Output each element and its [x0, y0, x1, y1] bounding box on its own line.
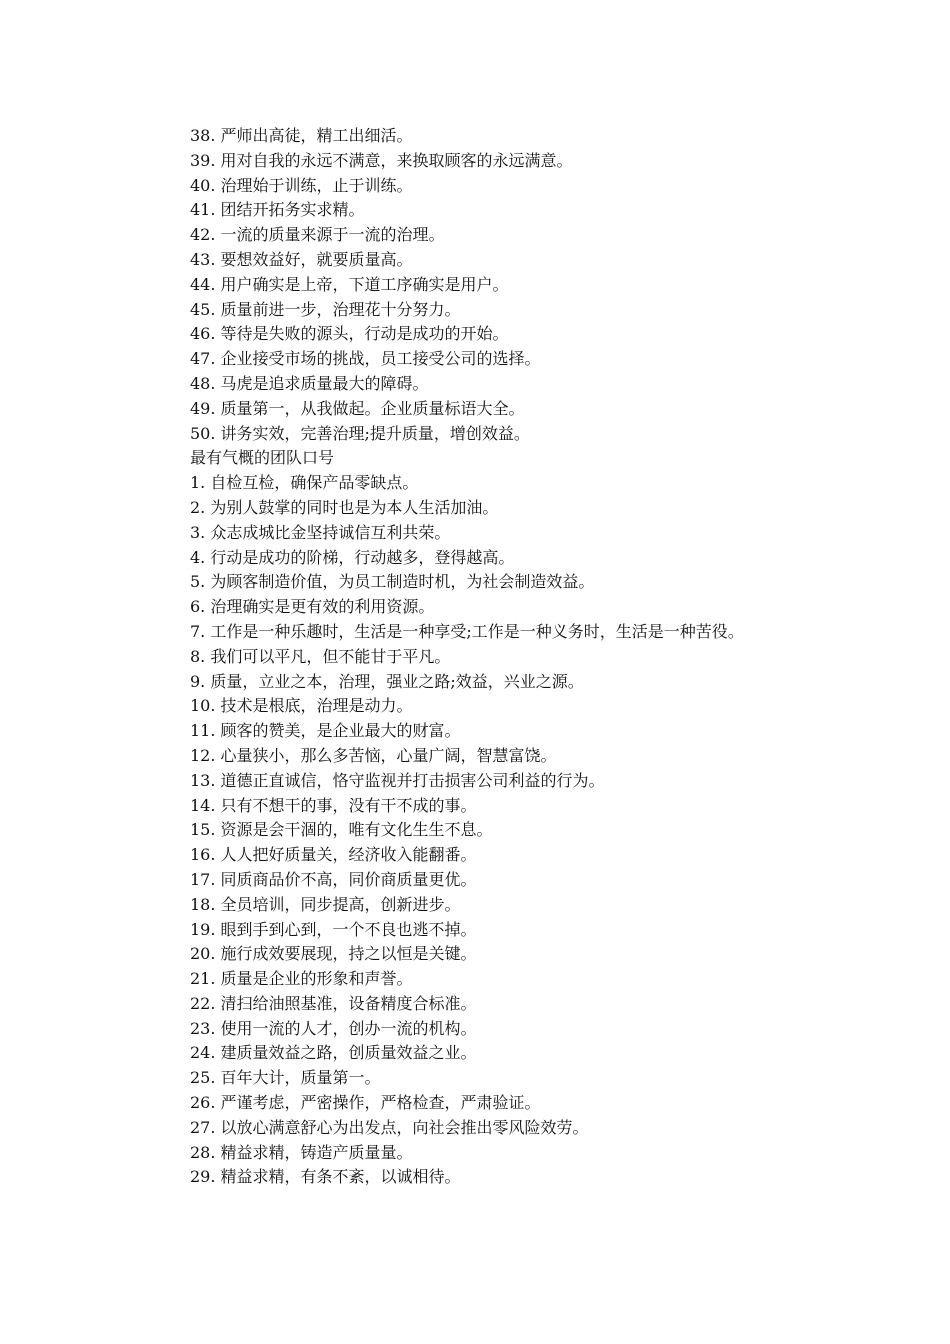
- text-line: 17. 同质商品价不高，同价商质量更优。: [190, 869, 477, 889]
- text-line: 29. 精益求精，有条不紊，以诚相待。: [190, 1167, 461, 1187]
- text-line: 25. 百年大计，质量第一。: [190, 1068, 381, 1088]
- text-line: 42. 一流的质量来源于一流的治理。: [190, 225, 445, 245]
- text-line: 45. 质量前进一步，治理花十分努力。: [190, 299, 461, 319]
- text-line: 16. 人人把好质量关，经济收入能翻番。: [190, 845, 477, 865]
- text-line: 9. 质量，立业之本，治理，强业之路;效益，兴业之源。: [190, 671, 584, 691]
- text-line: 40. 治理始于训练，止于训练。: [190, 175, 413, 195]
- text-line: 19. 眼到手到心到，一个不良也逃不掉。: [190, 919, 477, 939]
- text-line: 38. 严师出高徒，精工出细活。: [190, 126, 413, 145]
- text-line: 28. 精益求精，铸造产质量量。: [190, 1142, 413, 1162]
- text-line: 8. 我们可以平凡，但不能甘于平凡。: [190, 646, 451, 666]
- text-line: 26. 严谨考虑，严密操作，严格检查，严肃验证。: [190, 1093, 541, 1113]
- text-line: 10. 技术是根底，治理是动力。: [190, 696, 413, 716]
- section-heading: 最有气概的团队口号: [190, 448, 335, 468]
- document-body: [142, 124, 802, 1190]
- text-line: 47. 企业接受市场的挑战，员工接受公司的选择。: [190, 349, 541, 369]
- text-line: 14. 只有不想干的事，没有干不成的事。: [190, 795, 477, 815]
- text-line: 3. 众志成城比金坚持诚信互利共荣。: [190, 522, 451, 542]
- text-line: 24. 建质量效益之路，创质量效益之业。: [190, 1043, 477, 1063]
- text-line: 21. 质量是企业的形象和声誉。: [190, 969, 413, 989]
- text-line: 4. 行动是成功的阶梯，行动越多，登得越高。: [190, 547, 515, 567]
- text-line: 6. 治理确实是更有效的利用资源。: [190, 597, 435, 617]
- text-line: 11. 顾客的赞美，是企业最大的财富。: [190, 721, 461, 741]
- text-line: 44. 用户确实是上帝，下道工序确实是用户。: [190, 274, 509, 294]
- text-line: 2. 为别人鼓掌的同时也是为本人生活加油。: [190, 497, 499, 517]
- text-line: 20. 施行成效要展现，持之以恒是关键。: [190, 944, 477, 964]
- text-line: 15. 资源是会干涸的，唯有文化生生不息。: [190, 820, 493, 840]
- text-line: 23. 使用一流的人才，创办一流的机构。: [190, 1018, 477, 1038]
- text-line: 41. 团结开拓务实求精。: [190, 200, 365, 220]
- text-line: 50. 讲务实效，完善治理;提升质量，增创效益。: [190, 423, 530, 443]
- text-line: 18. 全员培训，同步提高，创新进步。: [190, 894, 461, 914]
- text-line: 1. 自检互检，确保产品零缺点。: [190, 473, 419, 493]
- text-line: 22. 清扫给油照基准，设备精度合标准。: [190, 993, 477, 1013]
- text-line: 27. 以放心满意舒心为出发点，向社会推出零风险效劳。: [190, 1117, 589, 1137]
- text-line: 12. 心量狭小，那么多苦恼，心量广阔，智慧富饶。: [190, 745, 557, 765]
- text-line: 5. 为顾客制造价值，为员工制造时机，为社会制造效益。: [190, 572, 595, 592]
- text-line: 39. 用对自我的永远不满意，来换取顾客的永远满意。: [190, 150, 573, 170]
- text-line: 7. 工作是一种乐趣时，生活是一种享受;工作是一种义务时，生活是一种苦役。: [190, 621, 744, 641]
- text-line: 43. 要想效益好，就要质量高。: [190, 249, 413, 269]
- text-line: 13. 道德正直诚信，恪守监视并打击损害公司利益的行为。: [190, 770, 605, 790]
- text-line: 46. 等待是失败的源头，行动是成功的开始。: [190, 324, 509, 344]
- text-line: 49. 质量第一，从我做起。企业质量标语大全。: [190, 398, 525, 418]
- text-line: 48. 马虎是追求质量最大的障碍。: [190, 373, 429, 393]
